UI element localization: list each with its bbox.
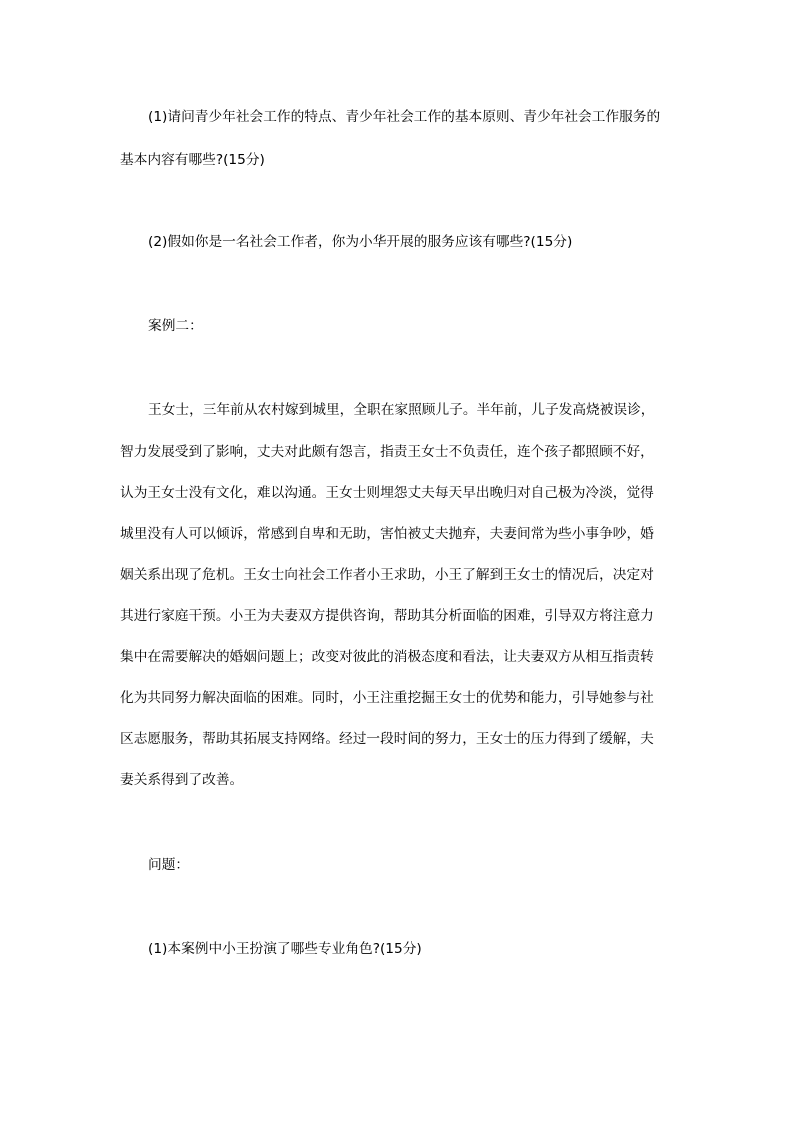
case-2-paragraph-line: 其进行家庭干预。小王为夫妻双方提供咨询，帮助其分析面临的困难，引导双方将注意力: [120, 608, 654, 624]
questions-heading: 问题：: [148, 857, 190, 873]
case-2-paragraph-line: 集中在需要解决的婚姻问题上；改变对彼此的消极态度和看法，让夫妻双方从相互指责转: [120, 649, 654, 665]
question-2: (2)假如你是一名社会工作者，你为小华开展的服务应该有哪些?(15分): [148, 234, 573, 250]
case-2-heading: 案例二：: [148, 318, 203, 334]
question-1-line-1: (1)请问青少年社会工作的特点、青少年社会工作的基本原则、青少年社会工作服务的: [148, 109, 661, 125]
case-2-paragraph-line: 化为共同努力解决面临的困难。同时，小王注重挖掘王女士的优势和能力，引导她参与社: [120, 690, 654, 706]
case-2-paragraph-line: 城里没有人可以倾诉，常感到自卑和无助，害怕被丈夫抛弃，夫妻间常为些小事争吵，婚: [120, 526, 654, 542]
case-2-paragraph-line: 妻关系得到了改善。: [120, 772, 244, 788]
case-2-question-1: (1)本案例中小王扮演了哪些专业角色?(15分): [148, 941, 422, 957]
case-2-paragraph-line: 王女士，三年前从农村嫁到城里，全职在家照顾儿子。半年前，儿子发高烧被误诊，: [148, 402, 655, 418]
case-2-paragraph-line: 区志愿服务，帮助其拓展支持网络。经过一段时间的努力，王女士的压力得到了缓解，夫: [120, 731, 654, 747]
case-2-paragraph-line: 姻关系出现了危机。王女士向社会工作者小王求助，小王了解到王女士的情况后，决定对: [120, 567, 654, 583]
question-1-line-2: 基本内容有哪些?(15分): [120, 152, 265, 168]
case-2-paragraph-line: 认为王女士没有文化，难以沟通。王女士则埋怨丈夫每天早出晚归对自己极为冷淡，觉得: [120, 485, 654, 501]
case-2-paragraph-line: 智力发展受到了影响，丈夫对此颇有怨言，指责王女士不负责任，连个孩子都照顾不好，: [120, 444, 654, 460]
